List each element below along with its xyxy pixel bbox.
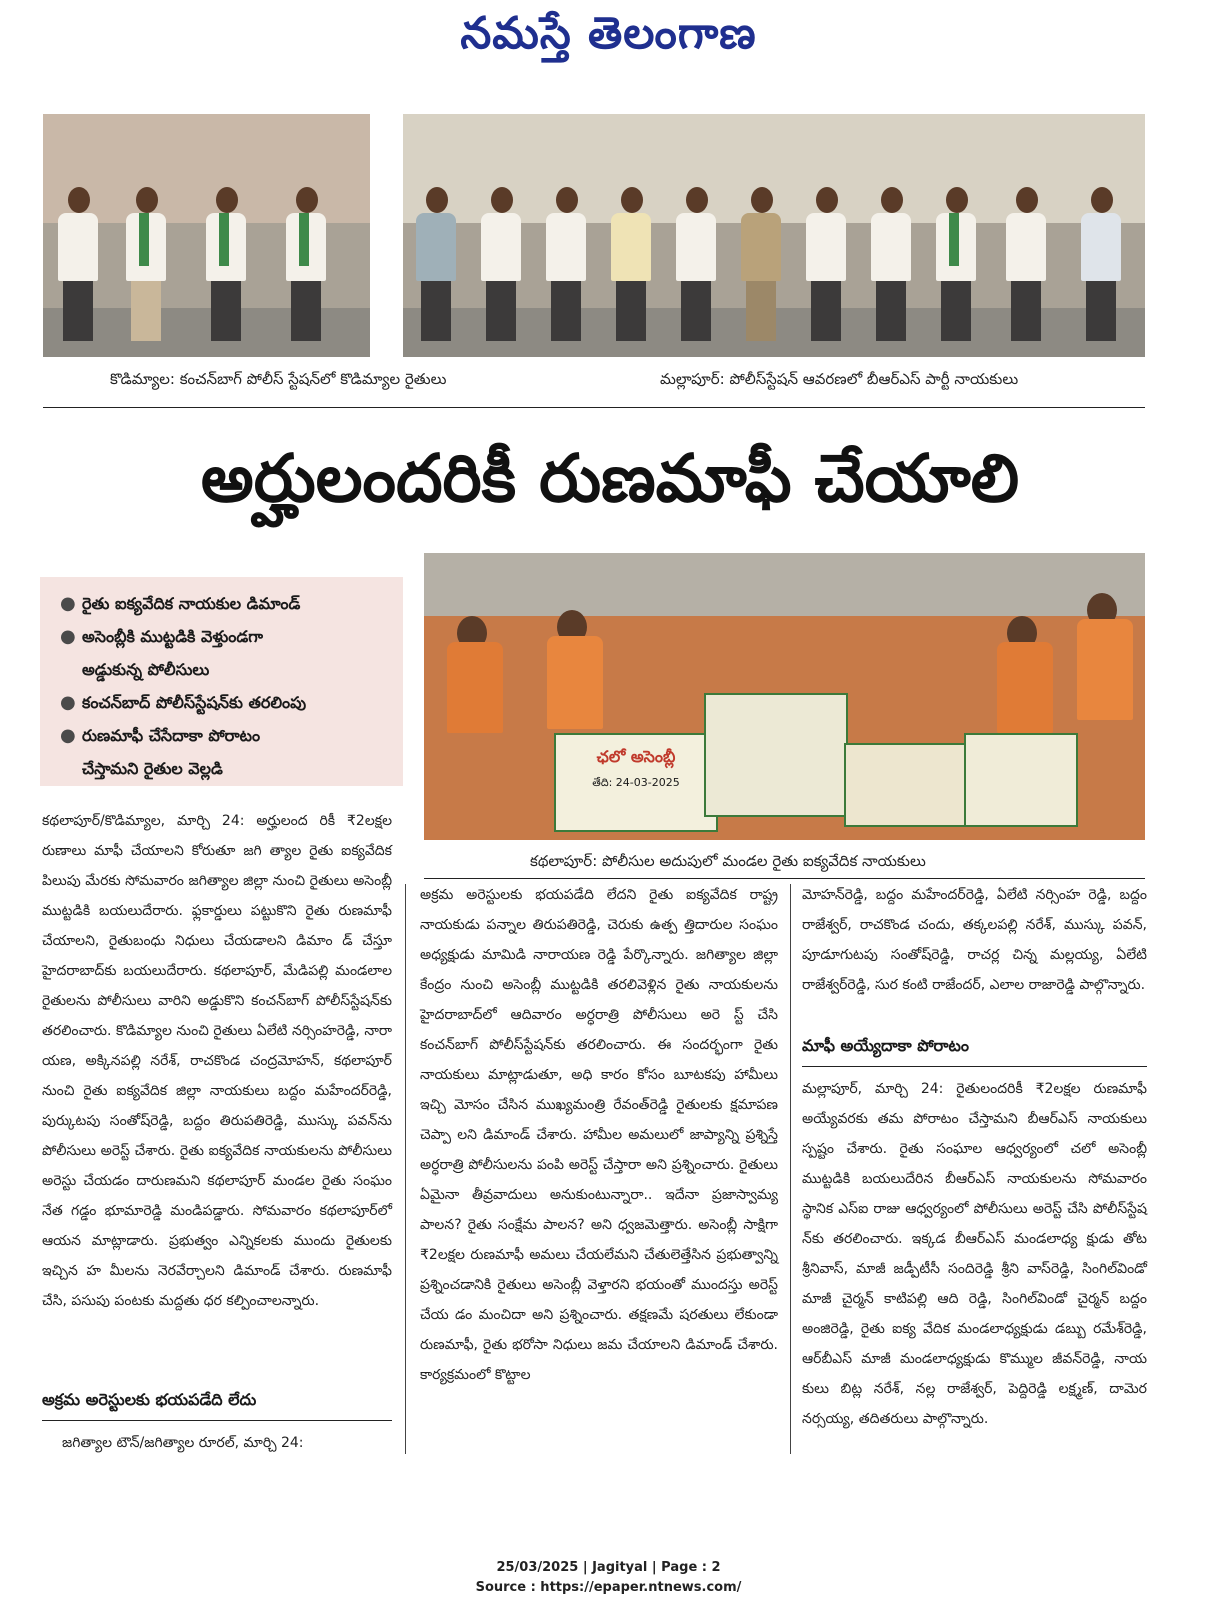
protest-banner — [844, 743, 968, 827]
highlight-text: అసెంబ్లీకి ముట్టడికి వెళ్తుండగా — [82, 627, 263, 646]
bullet-dot-icon: ● — [60, 692, 76, 713]
footer-dateline: 25/03/2025 | Jagityal | Page : 2 — [496, 1560, 721, 1575]
article-column-1 — [42, 806, 392, 1316]
photo-kathalapur — [424, 553, 1145, 840]
column-divider — [790, 884, 791, 1454]
caption-divider — [424, 878, 1145, 879]
photo-kodimyala — [43, 114, 370, 357]
bullet-dot-icon: ● — [60, 593, 76, 614]
footer-source-link[interactable]: Source : https://epaper.ntnews.com/ — [475, 1580, 742, 1595]
protest-banner — [554, 733, 718, 832]
headline: అర్హులందరికీ రుణమాఫీ చేయాలి — [200, 440, 1020, 517]
photo-caption-big: కథలాపూర్: పోలీసుల అదుపులో మండల రైతు ఐక్యవేదిక నాయకులు — [530, 852, 926, 870]
highlight-text: కంచన్‌బాద్ పోలీస్‌స్టేషన్‌కు తరలింపు — [82, 693, 307, 712]
article-column-1-tail — [62, 1428, 392, 1458]
highlight-text-cont: అడ్డుకున్న పోలీసులు — [82, 660, 210, 679]
highlight-item — [60, 719, 393, 785]
article-column-3 — [802, 880, 1147, 1000]
column-divider — [405, 884, 406, 1454]
article-column-3-cont — [802, 1074, 1147, 1434]
masthead-logo: నమస్తే తెలంగాణ — [460, 8, 757, 59]
subheading-underline — [802, 1066, 1147, 1067]
caption-divider — [43, 407, 1145, 408]
article-paragraph: అక్రమ అరెస్టులకు భయపడేది లేదని రైతు ఐక్యవేదిక రాష్ట్ర నాయకుడు పన్నాల తిరుపతిరెడ్డి, చెరుకు ఉత్ప త్తిదారుల సంఘం అధ్యక్షుడు మామిడి నారాయణ రెడ్డి పేర్కొన్నారు. జగిత్యాల జిల్లా కేంద్రం నుంచి అసెంబ్లీ ముట్టడికి తరలివెళ్లిన రైతు నాయకులను హైదరాబాద్‌లో ఆదివారం అర్ధరాత్రి పోలీసులు అరె స్ట్ చేసి కంచన్‌బాగ్ పోలీస్‌స్టేషన్‌కు తరలించారు. ఈ సందర్భంగా రైతు నాయకులు మాట్లాడుతూ, అధి కారం కోసం బూటకపు హామీలు ఇచ్చి మోసం చేసిన ముఖ్యమంత్రి రేవంత్‌రెడ్డి రైతులకు క్షమాపణ చెప్పా లని డిమాండ్ చేశారు. హామీల అమలులో జాప్యాన్ని ప్రశ్నిస్తే అర్ధరాత్రి పోలీసులను పంపి అరెస్ట్ చేస్తారా అని ప్రశ్నించారు. రైతులు ఏమైనా తీవ్రవాదులు అనుకుంటున్నారా.. ఇదేనా ప్రజాస్వామ్య పాలన? రైతు సంక్షేమ పాలన? అని ధ్వజమెత్తారు. అసెంబ్లీ సాక్షిగా ₹2లక్షల రుణమాఫీ అమలు చేయలేమని చేతులెత్తేసిన ప్రభుత్వాన్ని ప్రశ్నించడానికి రైతులు అసెంబ్లీ వెళ్తారని భయంతో ముందస్తు అరెస్ట్ చేయ డం మంచిదా అని ప్రశ్నించారు. తక్షణమే షరతులు లేకుండా రుణమాఫీ, రైతు భరోసా నిధులు జమ చేయాలని డిమాండ్ చేశారు. కార్యక్రమంలో కొట్టాల — [420, 887, 778, 1383]
protest-banner — [964, 733, 1078, 827]
subheading: మాఫీ అయ్యేదాకా పోరాటం — [802, 1036, 969, 1055]
highlight-item — [60, 686, 393, 719]
highlight-text: రుణమాఫీ చేసేదాకా పోరాటం — [82, 726, 261, 745]
article-paragraph: జగిత్యాల టౌన్/జగిత్యాల రూరల్, మార్చి 24: — [62, 1435, 304, 1451]
subheading-underline — [42, 1420, 392, 1421]
highlight-text: రైతు ఐక్యవేదిక నాయకుల డిమాండ్ — [82, 594, 301, 613]
article-paragraph: మల్లాపూర్, మార్చి 24: రైతులందరికీ ₹2లక్షల రుణమాఫీ అయ్యేవరకు తమ పోరాటం చేస్తామని బీఆర్ఎస్ నాయకులు స్పష్టం చేశారు. రైతు సంఘాల ఆధ్వర్యంలో చలో అసెంబ్లీ ముట్టడికి బయలుదేరిన బీఆర్ఎస్ నాయకులను సోమవారం స్థానిక ఎస్ఐ రాజు ఆధ్వర్యంలో పోలీసులు అరెస్ట్ చేసి పోలీస్‌స్టేష న్‌కు తరలించారు. ఇక్కడ బీఆర్ఎస్ మండలాధ్య క్షుడు తోట శ్రీనివాస్, మాజీ జడ్పీటీసీ సందిరెడ్డి శ్రీని వాస్‌రెడ్డి, సింగిల్‌విండో మాజీ చైర్మన్ కాటిపల్లి ఆది రెడ్డి, సింగిల్‌విండో చైర్మన్ బద్దం అంజిరెడ్డి, రైతు ఐక్య వేదిక మండలాధ్యక్షుడు డబ్బు రమేశ్‌రెడ్డి, ఆర్‌బీఎస్ మాజీ మండలాధ్యక్షుడు కొమ్ముల జీవన్‌రెడ్డి, నాయ కులు బిట్ల నరేశ్, నల్ల రాజేశ్వర్, పెద్దిరెడ్డి లక్ష్మణ్, దామెర నర్సయ్య, తదితరులు పాల్గొన్నారు. — [802, 1081, 1147, 1427]
article-paragraph: కథలాపూర్/కొడిమ్యాల, మార్చి 24: అర్హులంద రికీ ₹2లక్షల రుణాలు మాఫీ చేయాలని కోరుతూ జగి త్యాల రైతు ఐక్యవేదిక పిలుపు మేరకు సోమవారం జగిత్యాల జిల్లా నుంచి రైతులు అసెంబ్లీ ముట్టడికి బయలుదేరారు. ఫ్లకార్డులు పట్టుకొని రైతు రుణమాఫీ చేయాలని, రైతుబంధు నిధులు చేయడాలని డిమాం డ్ చేస్తూ హైదరాబాద్‌కు బయలుదేరారు. కథలాపూర్, మేడిపల్లి మండలాల రైతులను పోలీసులు వారిని అడ్డుకొని కంచన్‌బాగ్ పోలీస్‌స్టేషన్‌కు తరలించారు. కొడిమ్యాల నుంచి రైతులు ఏలేటి నర్సింహరెడ్డి, నారా యణ, అక్కినపల్లి నరేశ్, రాచకొండ చంద్రమోహన్, కథలాపూర్ నుంచి రైతు ఐక్యవేదిక జిల్లా నాయకులు బద్దం మహేందర్‌రెడ్డి, పుర్కుటపు సంతోష్‌రెడ్డి, బద్దం తిరుపతిరెడ్డి, ముస్కు పవన్‌ను పోలీసులు అరెస్ట్ చేశారు. రైతు ఐక్యవేదిక నాయకులను పోలీసులు అరెస్టు చేయడం దారుణమని కథలాపూర్ మండల రైతు సంఘం నేత గడ్డం భూమారెడ్డి మండిపడ్డారు. సోమవారం కథలాపూర్‌లో ఆయన మాట్లాడారు. ప్రభుత్వం ఎన్నికలకు ముందు రైతులకు ఇచ్చిన హ మీలను నెరవేర్చాలని డిమాండ్ చేశారు. రుణమాఫీ చేసి, పసుపు పంటకు మద్దతు ధర కల్పించాలన్నారు. — [42, 813, 392, 1309]
photo-caption-right: మల్లాపూర్: పోలీస్‌స్టేషన్ ఆవరణలో బీఆర్ఎస్ పార్టీ నాయకులు — [660, 370, 1019, 388]
protest-banner — [704, 693, 848, 817]
photo-caption-left: కొడిమ్యాల: కంచన్‌బాగ్ పోలీస్ స్టేషన్‌లో కొడిమ్యాల రైతులు — [110, 370, 447, 388]
photo-mallapur — [403, 114, 1145, 357]
bullet-dot-icon: ● — [60, 626, 76, 647]
bullet-dot-icon: ● — [60, 725, 76, 746]
banner-text: ఛలో అసెంబ్లీ — [596, 747, 676, 766]
highlight-text-cont: చేస్తామని రైతుల వెల్లడి — [82, 759, 223, 778]
banner-date: తేది: 24-03-2025 — [592, 776, 680, 789]
subheading: అక్రమ అరెస్టులకు భయపడేది లేదు — [42, 1390, 257, 1409]
highlights-box — [40, 577, 403, 786]
highlight-item — [60, 587, 393, 620]
highlight-item — [60, 620, 393, 686]
article-paragraph: మోహన్‌రెడ్డి, బద్దం మహేందర్‌రెడ్డి, ఏలేటి నర్సింహ రెడ్డి, బద్దం రాజేశ్వర్, రాచకొండ చందు, తక్కలపల్లి నరేశ్, ముస్కు పవన్, పూడూగుటపు సంతోష్‌రెడ్డి, రాచర్ల చిన్న మల్లయ్య, ఏలేటి రాజేశ్వర్‌రెడ్డి, సుర కంటి రాజేందర్, ఎలాల రాజారెడ్డి పాల్గొన్నారు. — [802, 887, 1147, 993]
article-column-2 — [420, 880, 778, 1390]
